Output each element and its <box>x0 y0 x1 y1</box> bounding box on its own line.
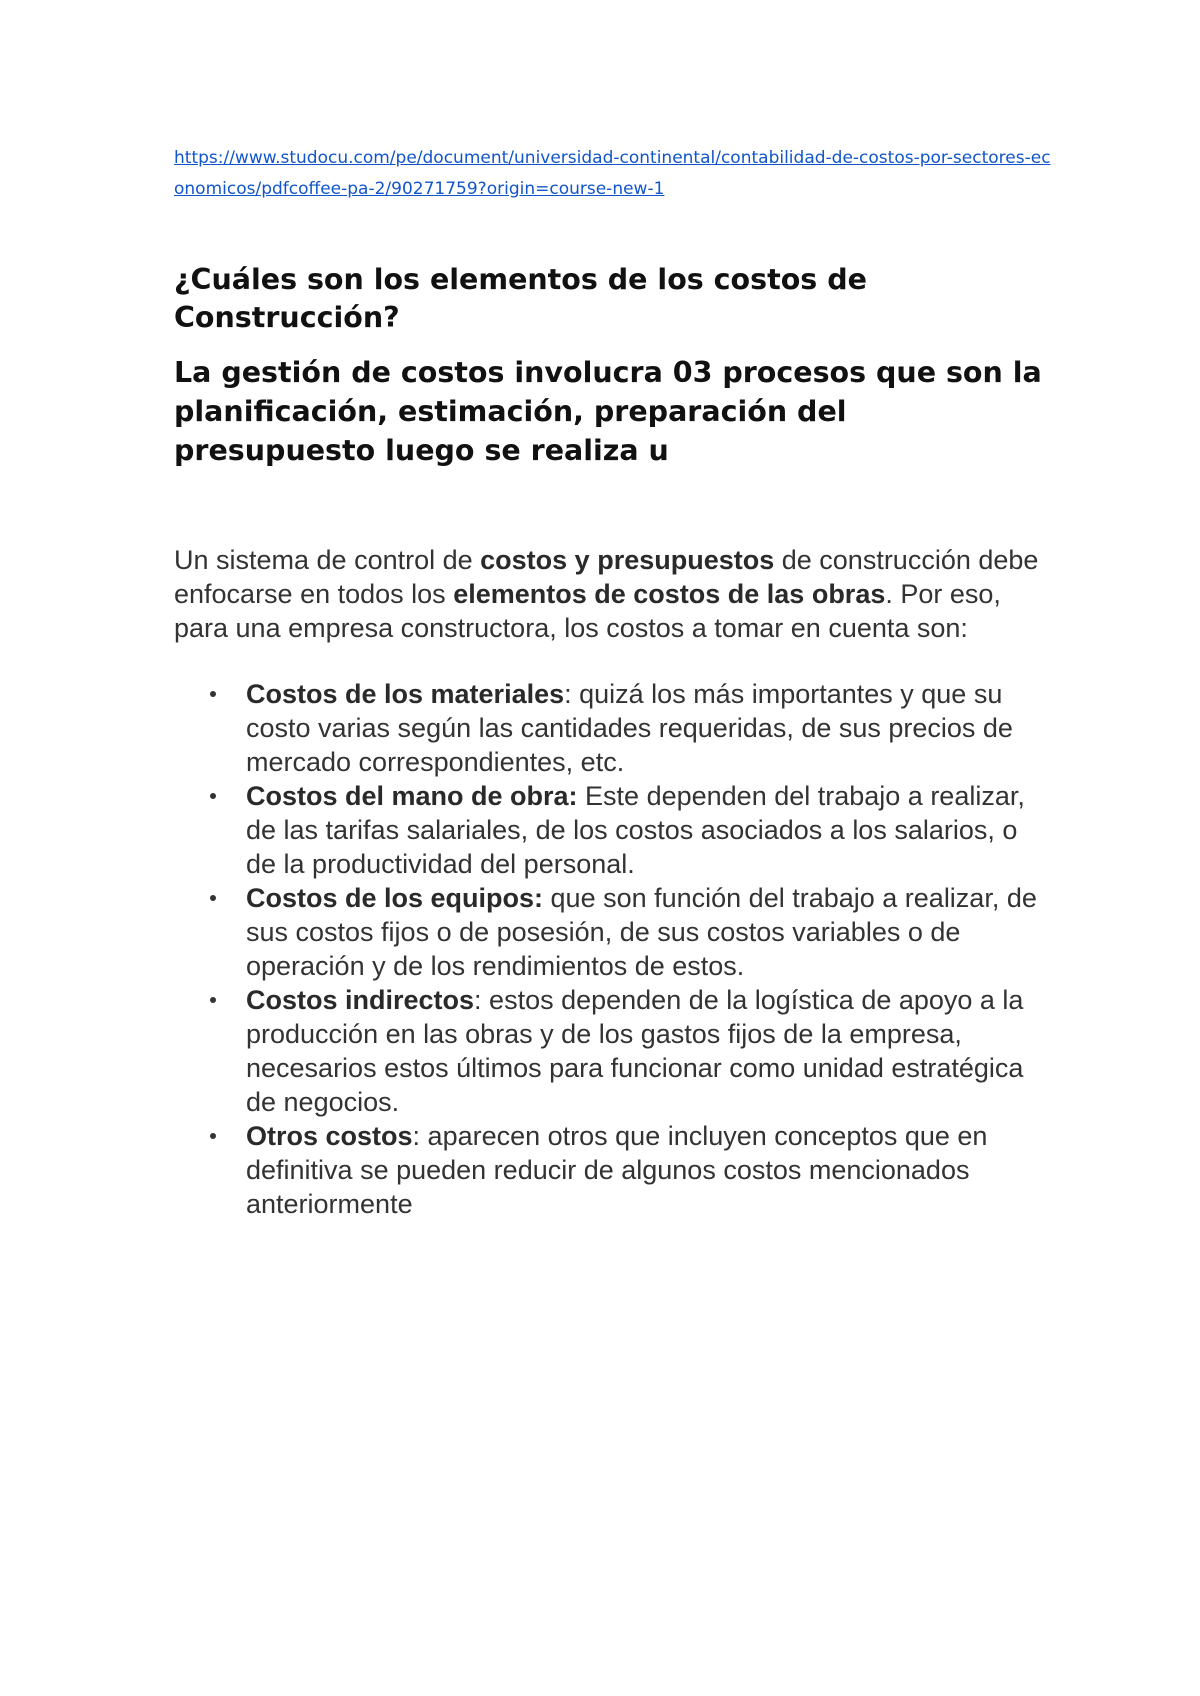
cost-elements-list <box>174 677 1054 1221</box>
intro-bold-2: elementos de costos de las obras <box>453 579 886 609</box>
cost-management-heading: La gestión de costos involucra 03 procesos que son la planificación, estimación, preparación del presupuesto luego se realiza u <box>174 356 1042 467</box>
bullet-icon <box>210 1133 216 1139</box>
intro-bold-1: costos y presupuestos <box>480 545 775 575</box>
intro-text-2: de construcción debe enfocarse en todos los <box>174 545 1039 609</box>
list-item-title: Costos de los materiales <box>246 679 565 709</box>
intro-text-3: . Por eso, para una empresa constructora, los costos a tomar en cuenta son: <box>174 579 1001 643</box>
list-item <box>174 677 1054 779</box>
source-link[interactable]: https://www.studocu.com/pe/document/universidad-continental/contabilidad-de-costos-por-sectores-economicos/pdfcoffee-pa-2/90271759?origin=course-new-1 <box>174 148 1051 199</box>
bullet-icon <box>210 691 216 697</box>
list-item-title: Costos del mano de obra: <box>246 781 578 811</box>
list-item-text: : estos dependen de la logística de apoyo a la producción en las obras y de los gastos fijos de la empresa, necesarios estos últimos para funcionar como unidad estratégica de negocios. <box>246 985 1024 1117</box>
list-item-text: Este dependen del trabajo a realizar, de las tarifas salariales, de los costos asociados a los salarios, o de la productividad del personal. <box>246 781 1025 879</box>
list-item-text: que son función del trabajo a realizar, de sus costos fijos o de posesión, de sus costos variables o de operación y de los rendimientos de estos. <box>246 883 1037 981</box>
list-item <box>174 983 1054 1119</box>
bullet-icon <box>210 793 216 799</box>
list-item-text: : aparecen otros que incluyen conceptos que en definitiva se pueden reducir de algunos costos mencionados anteriormente <box>246 1121 988 1219</box>
list-item-text: : quizá los más importantes y que su costo varias según las cantidades requeridas, de sus precios de mercado correspondientes, etc. <box>246 679 1013 777</box>
list-item <box>174 779 1054 881</box>
list-item-title: Costos indirectos <box>246 985 475 1015</box>
question-heading: ¿Cuáles son los elementos de los costos de Construcción? <box>174 263 867 334</box>
intro-paragraph <box>174 543 1054 645</box>
bullet-icon <box>210 895 216 901</box>
list-item <box>174 1119 1054 1221</box>
list-item-title: Otros costos <box>246 1121 413 1151</box>
list-item <box>174 881 1054 983</box>
bullet-icon <box>210 997 216 1003</box>
intro-text-1: Un sistema de control de <box>174 545 481 575</box>
list-item-title: Costos de los equipos: <box>246 883 544 913</box>
